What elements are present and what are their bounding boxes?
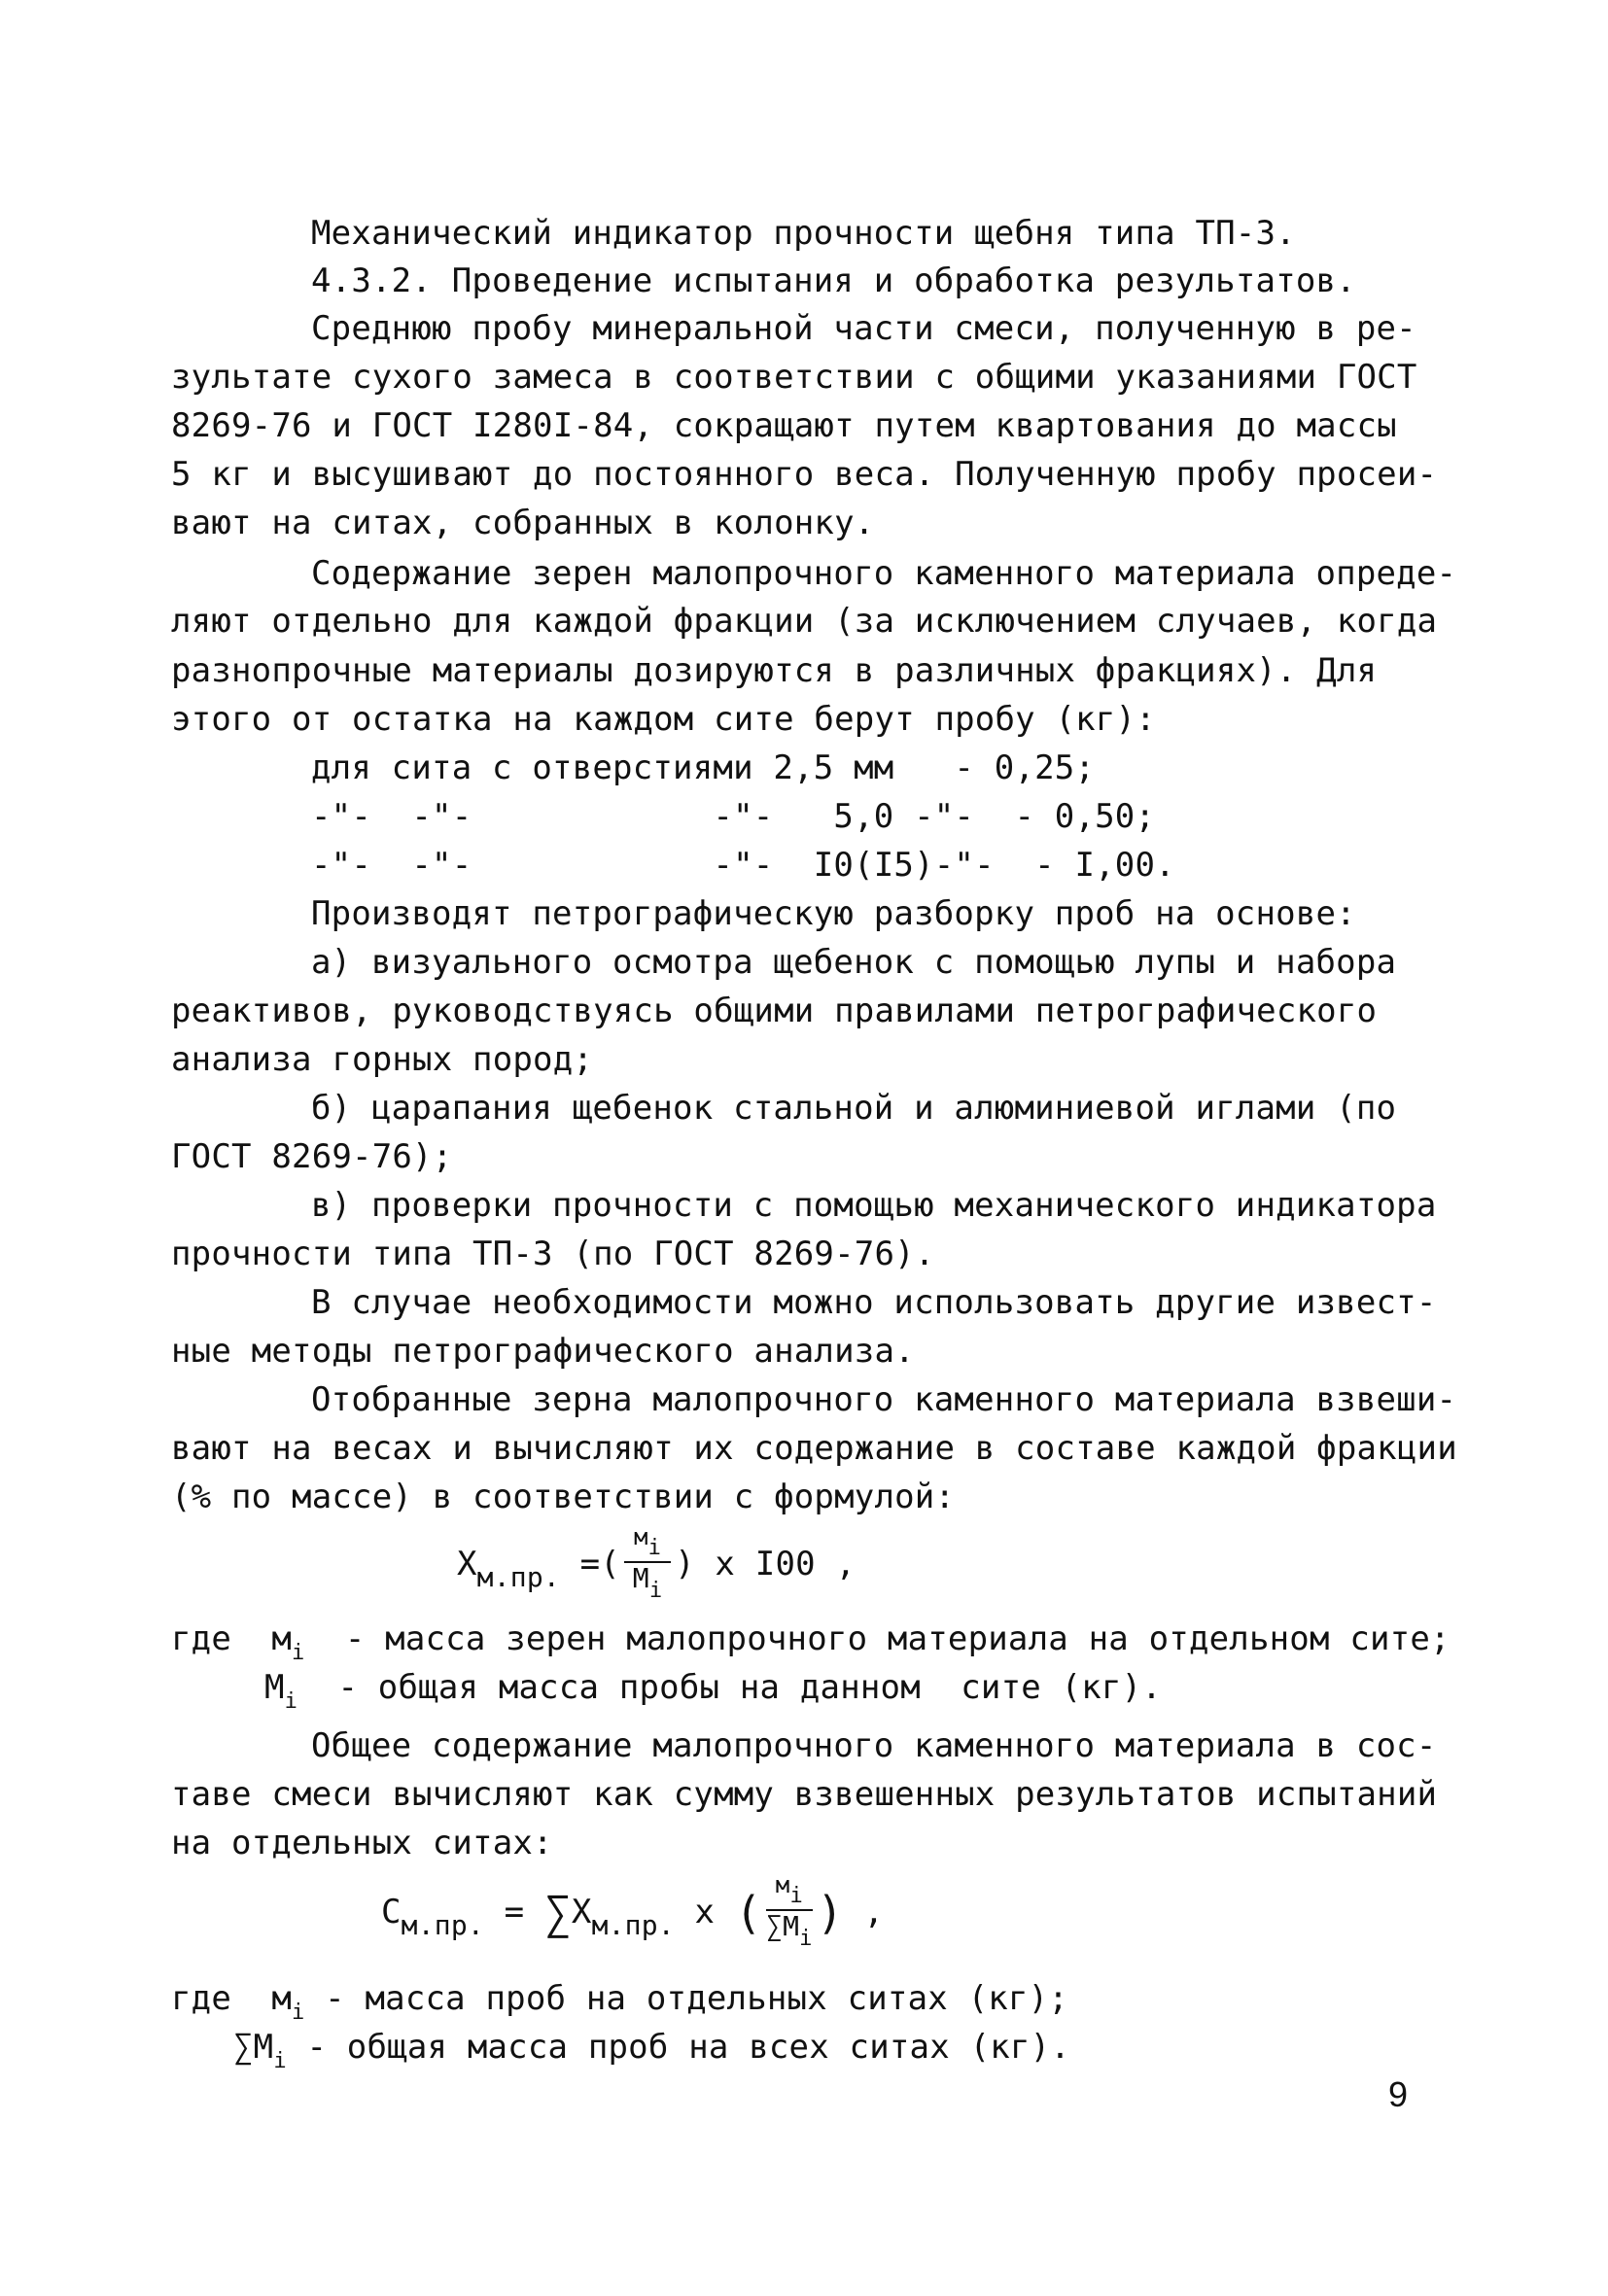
formula-tail: ) x I00 ,	[675, 1545, 856, 1583]
formula-subscript: м.пр.	[591, 1909, 675, 1941]
formula-symbol: C	[381, 1893, 402, 1931]
formula-symbol: X	[571, 1893, 592, 1931]
text-line: зультате сухого замеса в соответствии с общими указаниями ГОСТ	[171, 358, 1417, 397]
formula-subscript: м.пр.	[401, 1909, 484, 1941]
formula-x-mpr	[457, 1524, 856, 1607]
denominator-index: i	[648, 1579, 663, 1603]
list-item: в) проверки прочности с помощью механического индикатора	[311, 1186, 1437, 1225]
text-line: реактивов, руководствуясь общими правилами петрографического	[171, 991, 1378, 1030]
text-line: ные методы петрографического анализа.	[171, 1332, 915, 1371]
text-line: прочности типа ТП-3 (по ГОСТ 8269-76).	[171, 1235, 935, 1273]
text-line: Механический индикатор прочности щебня типа ТП-3.	[311, 214, 1296, 253]
text-line: ГОСТ 8269-76);	[171, 1137, 453, 1176]
formula-fraction	[766, 1872, 813, 1955]
formula-operator: x	[694, 1893, 716, 1931]
text-line: на отдельных ситах:	[171, 1824, 553, 1862]
fraction-numerator: м	[633, 1523, 648, 1550]
symbol-index: i	[273, 2049, 287, 2073]
definition-text: - масса проб на отдельных ситах (кг);	[325, 1979, 1068, 2018]
symbol-index: i	[292, 1641, 305, 1665]
page-number: 9	[1388, 2074, 1409, 2114]
text-line: вают на весах и вычисляют их содержание в составе каждой фракции	[171, 1429, 1457, 1468]
sieve-list-item: -"- -"- -"- I0(I5)-"- - I,00.	[311, 846, 1175, 885]
definition-line	[233, 2024, 1070, 2085]
fraction-denominator: M	[632, 1562, 649, 1594]
definition-text: - общая масса пробы на данном сите (кг).	[337, 1668, 1162, 1707]
paren-close: )	[816, 1887, 844, 1939]
fraction-numerator: м	[775, 1871, 790, 1898]
formula-operator: =(	[579, 1545, 620, 1583]
denominator-index: i	[799, 1927, 813, 1951]
definition-line	[264, 1664, 1162, 1725]
formula-operator: =	[504, 1893, 525, 1931]
text-line: (% по массе) в соответствии с формулой:	[171, 1478, 956, 1516]
text-line: В случае необходимости можно использовать другие извест-	[311, 1283, 1437, 1322]
list-item: б) царапания щебенок стальной и алюминиевой иглами (по	[311, 1089, 1397, 1128]
definition-symbol: M	[264, 1668, 285, 1707]
text-line: Среднюю пробу минеральной части смеси, полученную в ре-	[311, 309, 1416, 348]
formula-c-mpr	[381, 1872, 884, 1955]
symbol-index: i	[284, 1689, 298, 1714]
text-line: Отобранные зерна малопрочного каменного материала взвеши-	[311, 1380, 1457, 1419]
formula-fraction	[624, 1524, 671, 1607]
fraction-denominator: ∑M	[766, 1910, 800, 1942]
text-line: Производят петрографическую разборку проб на основе:	[311, 894, 1356, 933]
text-line: Содержание зерен малопрочного каменного материала опреде-	[311, 554, 1457, 593]
where-label: где	[171, 1979, 232, 2018]
definition-text: - общая масса проб на всех ситах (кг).	[306, 2028, 1070, 2067]
definition-text: - масса зерен малопрочного материала на отдельном сите;	[344, 1619, 1451, 1658]
numerator-index: i	[789, 1884, 803, 1908]
list-item: а) визуального осмотра щебенок с помощью лупы и набора	[311, 943, 1397, 982]
text-line: таве смеси вычисляют как сумму взвешенных результатов испытаний	[171, 1775, 1438, 1814]
formula-tail: ,	[863, 1893, 885, 1931]
text-line: 8269-76 и ГОСТ I280I-84, сокращают путем квартования до массы	[171, 406, 1397, 445]
text-line: этого от остатка на каждом сите берут пробу (кг):	[171, 700, 1156, 739]
definition-symbol: м	[271, 1619, 293, 1658]
sum-symbol: ∑	[543, 1887, 572, 1939]
text-line: 5 кг и высушивают до постоянного веса. Полученную пробу просеи-	[171, 455, 1438, 494]
section-heading: 4.3.2. Проведение испытания и обработка результатов.	[311, 261, 1356, 300]
where-label: где	[171, 1619, 232, 1658]
text-line: вают на ситах, собранных в колонку.	[171, 504, 875, 542]
definition-symbol: ∑M	[233, 2028, 274, 2067]
text-line: анализа горных пород;	[171, 1040, 594, 1079]
formula-subscript: м.пр.	[476, 1561, 560, 1593]
paren-open: (	[734, 1887, 762, 1939]
numerator-index: i	[647, 1536, 662, 1560]
text-line: Общее содержание малопрочного каменного материала в сос-	[311, 1726, 1437, 1765]
formula-symbol: X	[457, 1545, 477, 1583]
sieve-list-item: -"- -"- -"- 5,0 -"- - 0,50;	[311, 797, 1156, 836]
text-line: ляют отдельно для каждой фракции (за исключением случаев, когда	[171, 602, 1438, 641]
symbol-index: i	[292, 2000, 305, 2025]
text-line: разнопрочные материалы дозируются в различных фракциях). Для	[171, 651, 1378, 690]
sieve-list-item: для сита с отверстиями 2,5 мм - 0,25;	[311, 748, 1096, 787]
definition-symbol: м	[271, 1979, 293, 2018]
